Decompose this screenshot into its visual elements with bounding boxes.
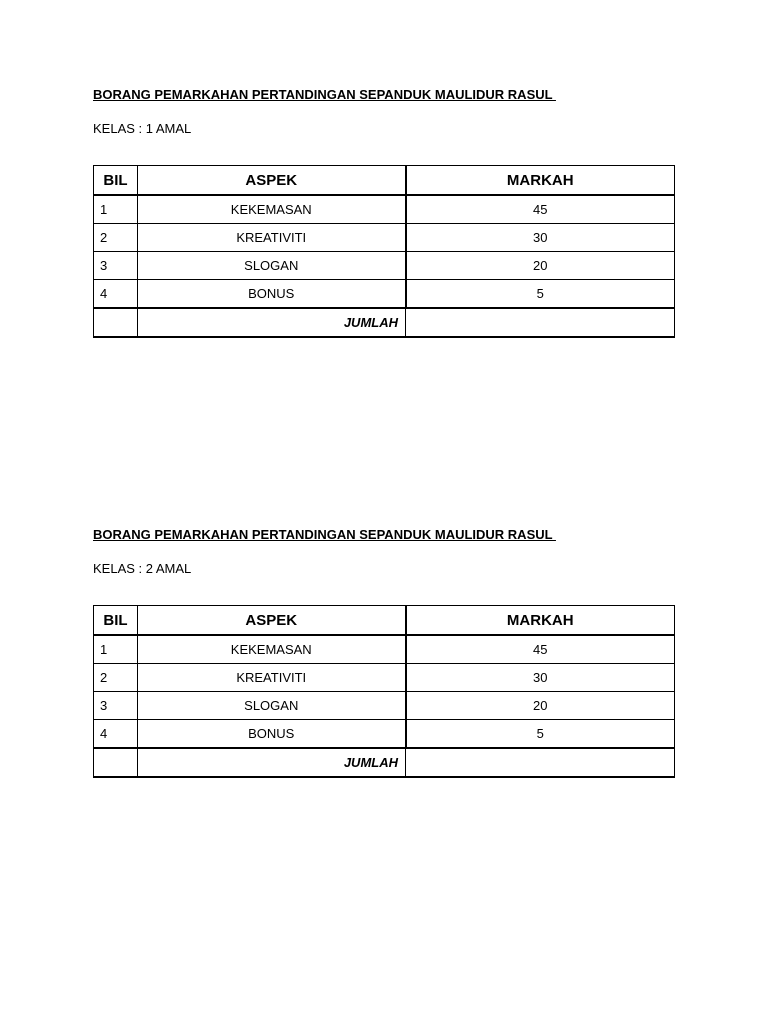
jumlah-value: [406, 748, 675, 777]
cell-markah: 20: [406, 252, 675, 280]
table-header-row: [94, 166, 675, 196]
scoring-form-2: [93, 526, 675, 778]
header-aspek: ASPEK: [138, 606, 406, 636]
cell-bil: 2: [94, 224, 138, 252]
table-row: [94, 635, 675, 664]
cell-markah: 20: [406, 692, 675, 720]
table-row: [94, 720, 675, 749]
kelas-label: KELAS : 1 AMAL: [93, 121, 192, 136]
kelas-label: KELAS : 2 AMAL: [93, 561, 192, 576]
cell-markah: 45: [406, 635, 675, 664]
header-bil: BIL: [94, 166, 138, 196]
cell-aspek: KEKEMASAN: [138, 195, 406, 224]
header-aspek: ASPEK: [138, 166, 406, 196]
cell-markah: 5: [406, 720, 675, 749]
cell-aspek: BONUS: [138, 720, 406, 749]
table-row: [94, 252, 675, 280]
cell-markah: 30: [406, 664, 675, 692]
cell-markah: 30: [406, 224, 675, 252]
total-bil-cell: [94, 308, 138, 337]
jumlah-value: [406, 308, 675, 337]
header-bil: BIL: [94, 606, 138, 636]
score-table: [93, 165, 675, 338]
header-markah: MARKAH: [406, 606, 675, 636]
table-row: [94, 692, 675, 720]
cell-markah: 45: [406, 195, 675, 224]
table-row: [94, 664, 675, 692]
header-markah: MARKAH: [406, 166, 675, 196]
cell-bil: 3: [94, 252, 138, 280]
cell-aspek: KREATIVITI: [138, 664, 406, 692]
score-table: [93, 605, 675, 778]
cell-aspek: SLOGAN: [138, 252, 406, 280]
table-row: [94, 224, 675, 252]
scoring-form-1: [93, 86, 675, 338]
total-row: [94, 748, 675, 777]
cell-bil: 4: [94, 280, 138, 309]
cell-bil: 2: [94, 664, 138, 692]
total-row: [94, 308, 675, 337]
cell-bil: 4: [94, 720, 138, 749]
jumlah-label: JUMLAH: [138, 308, 406, 337]
cell-markah: 5: [406, 280, 675, 309]
cell-aspek: KREATIVITI: [138, 224, 406, 252]
cell-bil: 1: [94, 635, 138, 664]
total-bil-cell: [94, 748, 138, 777]
table-row: [94, 195, 675, 224]
form-title: BORANG PEMARKAHAN PERTANDINGAN SEPANDUK MAULIDUR RASUL: [93, 527, 556, 542]
cell-aspek: BONUS: [138, 280, 406, 309]
jumlah-label: JUMLAH: [138, 748, 406, 777]
cell-bil: 1: [94, 195, 138, 224]
cell-aspek: SLOGAN: [138, 692, 406, 720]
form-title: BORANG PEMARKAHAN PERTANDINGAN SEPANDUK MAULIDUR RASUL: [93, 87, 556, 102]
table-header-row: [94, 606, 675, 636]
table-row: [94, 280, 675, 309]
cell-bil: 3: [94, 692, 138, 720]
cell-aspek: KEKEMASAN: [138, 635, 406, 664]
